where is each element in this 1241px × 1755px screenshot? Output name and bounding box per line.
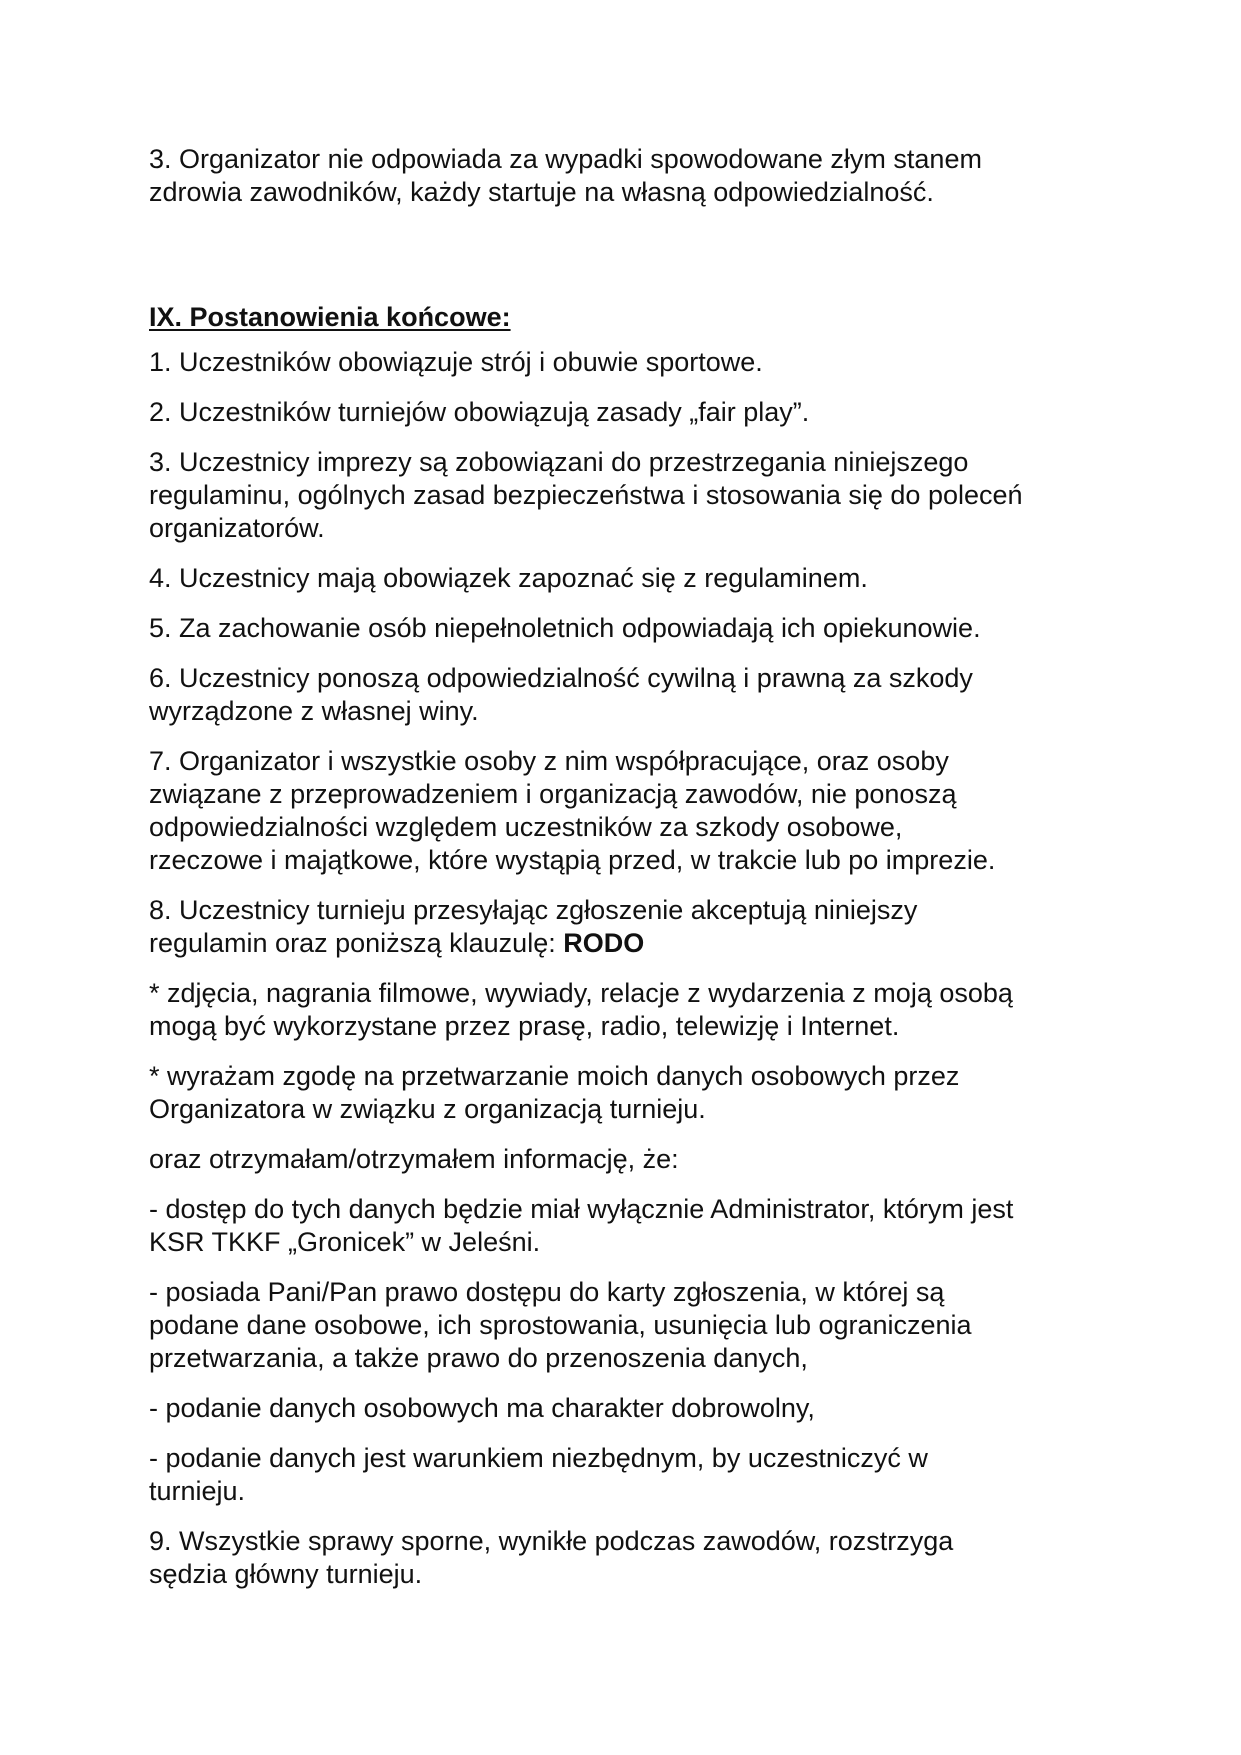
text-line: sędzia główny turnieju.	[149, 1559, 423, 1589]
list-item	[149, 346, 1109, 379]
text-line: 1. Uczestników obowiązuje strój i obuwie sportowe.	[149, 347, 763, 377]
list-item	[149, 612, 1109, 645]
document-content	[149, 143, 1109, 1608]
text-line: mogą być wykorzystane przez prasę, radio, telewizję i Internet.	[149, 1011, 900, 1041]
intro-paragraph	[149, 143, 1109, 209]
text-line: 3. Organizator nie odpowiada za wypadki spowodowane złym stanem	[149, 144, 982, 174]
list-item	[149, 446, 1109, 545]
text-line: KSR TKKF „Gronicek” w Jeleśni.	[149, 1227, 541, 1257]
consent-item	[149, 1060, 1109, 1126]
text-line: regulaminu, ogólnych zasad bezpieczeństwa i stosowania się do poleceń	[149, 480, 1023, 510]
list-item	[149, 1525, 1109, 1591]
info-item	[149, 1442, 1109, 1508]
info-intro	[149, 1143, 1109, 1176]
text-line: 8. Uczestnicy turnieju przesyłając zgłoszenie akceptują niniejszy	[149, 895, 918, 925]
info-item	[149, 1193, 1109, 1259]
text-line: 6. Uczestnicy ponoszą odpowiedzialność cywilną i prawną za szkody	[149, 663, 973, 693]
text-line: odpowiedzialności względem uczestników za szkody osobowe,	[149, 812, 903, 842]
text-line: * wyrażam zgodę na przetwarzanie moich danych osobowych przez	[149, 1061, 960, 1091]
list-item	[149, 745, 1109, 877]
text-line	[149, 927, 1109, 960]
text-line: turnieju.	[149, 1476, 246, 1506]
text-line: * zdjęcia, nagrania filmowe, wywiady, relacje z wydarzenia z moją osobą	[149, 978, 1013, 1008]
list-item-rodo	[149, 894, 1109, 960]
text-line: oraz otrzymałam/otrzymałem informację, że:	[149, 1144, 679, 1174]
text-line: wyrządzone z własnej winy.	[149, 696, 479, 726]
text-line: 3. Uczestnicy imprezy są zobowiązani do przestrzegania niniejszego	[149, 447, 969, 477]
list-item	[149, 562, 1109, 595]
text-line: 9. Wszystkie sprawy sporne, wynikłe podczas zawodów, rozstrzyga	[149, 1526, 954, 1556]
text-line: związane z przeprowadzeniem i organizacją zawodów, nie ponoszą	[149, 779, 957, 809]
info-item	[149, 1276, 1109, 1375]
info-item	[149, 1392, 1109, 1425]
section-heading: IX. Postanowienia końcowe:	[149, 302, 511, 332]
list-item	[149, 396, 1109, 429]
text-line: przetwarzania, a także prawo do przenoszenia danych,	[149, 1343, 808, 1373]
text-line: 5. Za zachowanie osób niepełnoletnich odpowiadają ich opiekunowie.	[149, 613, 981, 643]
text-line: zdrowia zawodników, każdy startuje na własną odpowiedzialność.	[149, 177, 934, 207]
text-line: 7. Organizator i wszystkie osoby z nim współpracujące, oraz osoby	[149, 746, 949, 776]
text-segment: regulamin oraz poniższą klauzulę:	[149, 928, 564, 958]
text-line: podane dane osobowe, ich sprostowania, usunięcia lub ograniczenia	[149, 1310, 972, 1340]
text-line: - podanie danych jest warunkiem niezbędnym, by uczestniczyć w	[149, 1443, 928, 1473]
text-line: - dostęp do tych danych będzie miał wyłącznie Administrator, którym jest	[149, 1194, 1014, 1224]
rodo-label: RODO	[563, 928, 645, 958]
text-line: - posiada Pani/Pan prawo dostępu do karty zgłoszenia, w której są	[149, 1277, 945, 1307]
text-line: - podanie danych osobowych ma charakter dobrowolny,	[149, 1393, 815, 1423]
list-item	[149, 662, 1109, 728]
text-line: 4. Uczestnicy mają obowiązek zapoznać się z regulaminem.	[149, 563, 868, 593]
text-line: Organizatora w związku z organizacją turnieju.	[149, 1094, 706, 1124]
text-line: 2. Uczestników turniejów obowiązują zasady „fair play”.	[149, 397, 810, 427]
text-line: rzeczowe i majątkowe, które wystąpią przed, w trakcie lub po imprezie.	[149, 845, 996, 875]
text-line: organizatorów.	[149, 513, 325, 543]
consent-item	[149, 977, 1109, 1043]
